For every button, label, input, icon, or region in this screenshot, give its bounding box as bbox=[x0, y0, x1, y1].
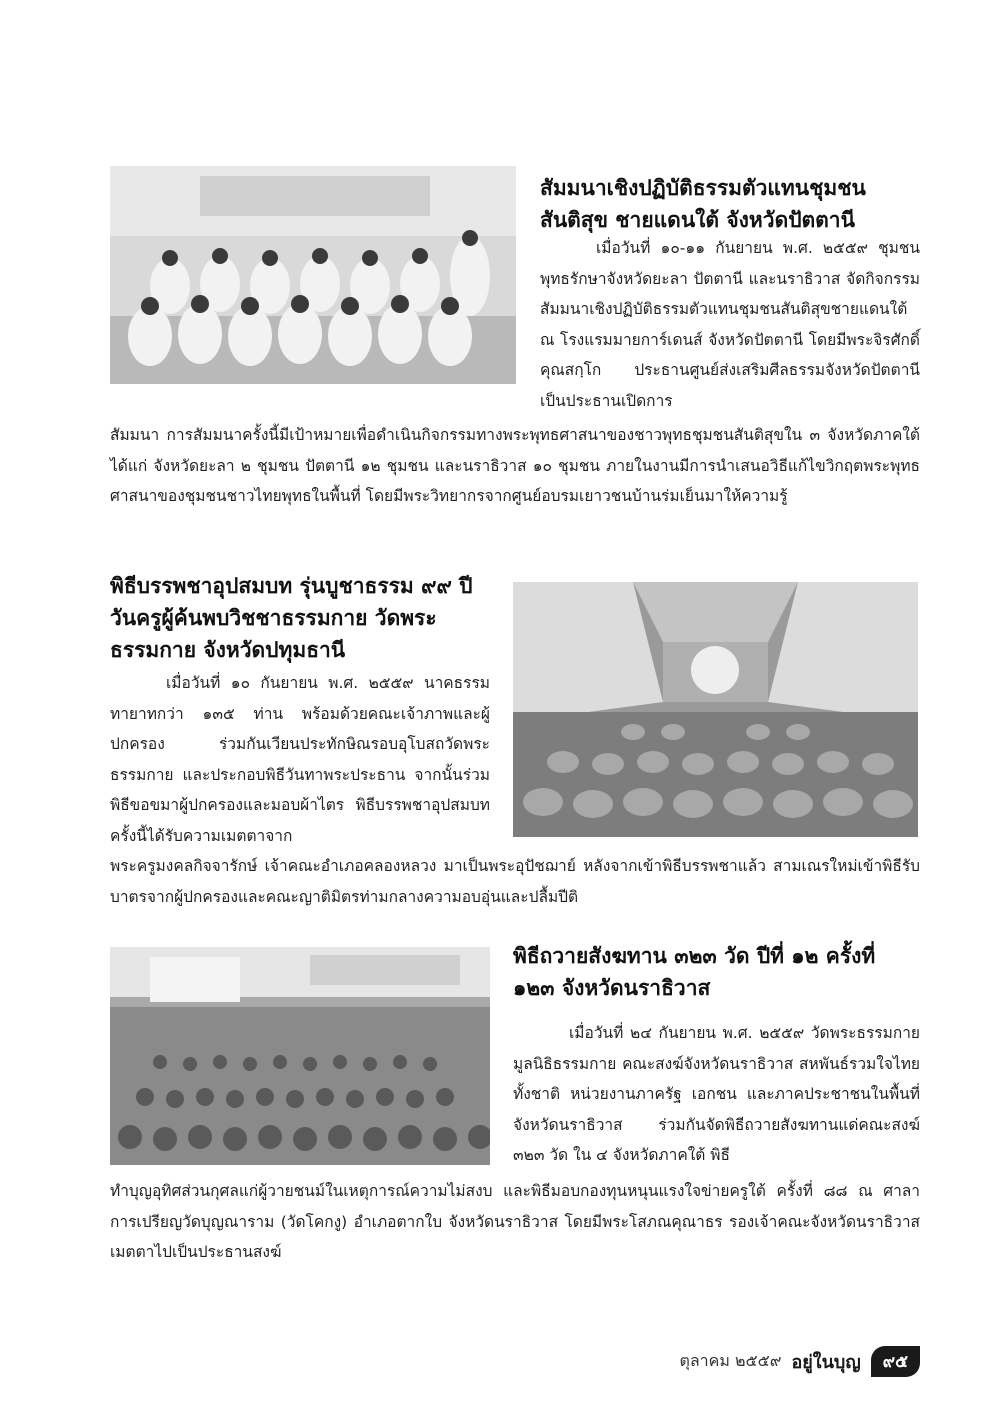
article3-body-full: ทำบุญอุทิศส่วนกุศลแก่ผู้วายชนม์ในเหตุการณ์ความไม่สงบ และพิธีมอบกองทุนหนุนแรงใจข่ายครูใต้ ครั้งที่ ๘๘ ณ ศาลาการเปรียญวัดบุญณาราม (วัดโคกงู) อำเภอตากใบ จังหวัดนราธิวาส โดยมีพระโสภณคุณาธร รองเจ้าคณะจังหวัดนราธิวาส เมตตาไปเป็นประธานสงฆ์ bbox=[110, 1182, 920, 1261]
article1-body-full: สัมมนา การสัมมนาครั้งนี้มีเป้าหมายเพื่อดำเนินกิจกรรมทางพระพุทธศาสนาของชาวพุทธชุมชนสันติสุขใน ๓ จังหวัดภาคใต้ ได้แก่ จังหวัดยะลา ๒ ชุมชน ปัตตานี ๑๒ ชุมชน และนราธิวาส ๑๐ ชุมชน ภายในงานมีการนำเสนอวิธีแก้ไขวิกฤตพระพุทธศาสนาของชุมชนชาวไทยพุทธในพื้นที่ โดยมีพระวิทยากรจากศูนย์อบรมเยาวชนบ้านร่มเย็นมาให้ความรู้ bbox=[110, 426, 920, 505]
footer-magazine-name: อยู่ในบุญ bbox=[791, 1352, 861, 1373]
article2-body-full: พระครูมงคลกิจจารักษ์ เจ้าคณะอำเภอคลองหลวง มาเป็นพระอุปัชฌาย์ หลังจากเข้าพิธีบรรพชาแล้ว สามเณรใหม่เข้าพิธีรับบาตรจากผู้ปกครองและคณะญาติมิตรท่ามกลางความอบอุ่นและปลื้มปีติ bbox=[110, 857, 920, 906]
article1-body-side-text: เมื่อวันที่ ๑๐-๑๑ กันยายน พ.ศ. ๒๕๕๙ ชุมชนพุทธรักษาจังหวัดยะลา ปัตตานี และนราธิวาส จัดกิจกรรมสัมมนาเชิงปฏิบัติธรรมตัวแทนชุมชนสันติสุขชายแดนใต้ ณ โรงแรมมายการ์เดนส์ จังหวัดปัตตานี โดยมีพระจิรศักดิ์ คุณสกฺโก ประธานศูนย์ส่งเสริมศีลธรรมจังหวัดปัตตานี เป็นประธานเปิดการ bbox=[540, 239, 920, 410]
photo-ordination-hall bbox=[513, 582, 918, 837]
article2-title: พิธีบรรพชาอุปสมบท รุ่นบูชาธรรม ๙๙ ปี วันครูผู้ค้นพบวิชชาธรรมกาย วัดพระธรรมกาย จังหวัดปทุมธานี bbox=[110, 574, 473, 662]
page-number: ๙๕ bbox=[871, 1346, 920, 1377]
photo-sangha-offering bbox=[110, 947, 490, 1165]
article3-body-side-text: เมื่อวันที่ ๒๔ กันยายน พ.ศ. ๒๕๕๙ วัดพระธรรมกาย มูลนิธิธรรมกาย คณะสงฆ์จังหวัดนราธิวาส สหพันธ์รวมใจไทยทั้งชาติ หน่วยงานภาครัฐ เอกชน และภาคประชาชนในพื้นที่จังหวัดนราธิวาส ร่วมกันจัดพิธีถวายสังฆทานแด่คณะสงฆ์ ๓๒๓ วัด ใน ๔ จังหวัดภาคใต้ พิธี bbox=[513, 1024, 920, 1164]
article2-body-side-text: เมื่อวันที่ ๑๐ กันยายน พ.ศ. ๒๕๕๙ นาคธรรมทายาทกว่า ๑๓๕ ท่าน พร้อมด้วยคณะเจ้าภาพและผู้ปกครอง ร่วมกันเวียนประทักษิณรอบอุโบสถวัดพระธรรมกาย และประกอบพิธีวันทาพระประธาน จากนั้นร่วมพิธีขอขมาผู้ปกครองและมอบผ้าไตร พิธีบรรพชาอุปสมบทครั้งนี้ได้รับความเมตตาจาก bbox=[110, 674, 490, 845]
photo-seminar-group bbox=[110, 166, 516, 384]
page-footer bbox=[679, 1346, 920, 1377]
article1-title: สัมมนาเชิงปฏิบัติธรรมตัวแทนชุมชนสันติสุข ชายแดนใต้ จังหวัดปัตตานี bbox=[540, 176, 866, 232]
article2-body-side bbox=[110, 668, 490, 851]
article3-body-side bbox=[513, 1018, 920, 1171]
footer-date: ตุลาคม ๒๕๕๙ bbox=[679, 1351, 782, 1370]
article3-title: พิธีถวายสังฆทาน ๓๒๓ วัด ปีที่ ๑๒ ครั้งที่ ๑๒๓ จังหวัดนราธิวาส bbox=[513, 944, 876, 1000]
article1-body-side bbox=[540, 233, 920, 416]
